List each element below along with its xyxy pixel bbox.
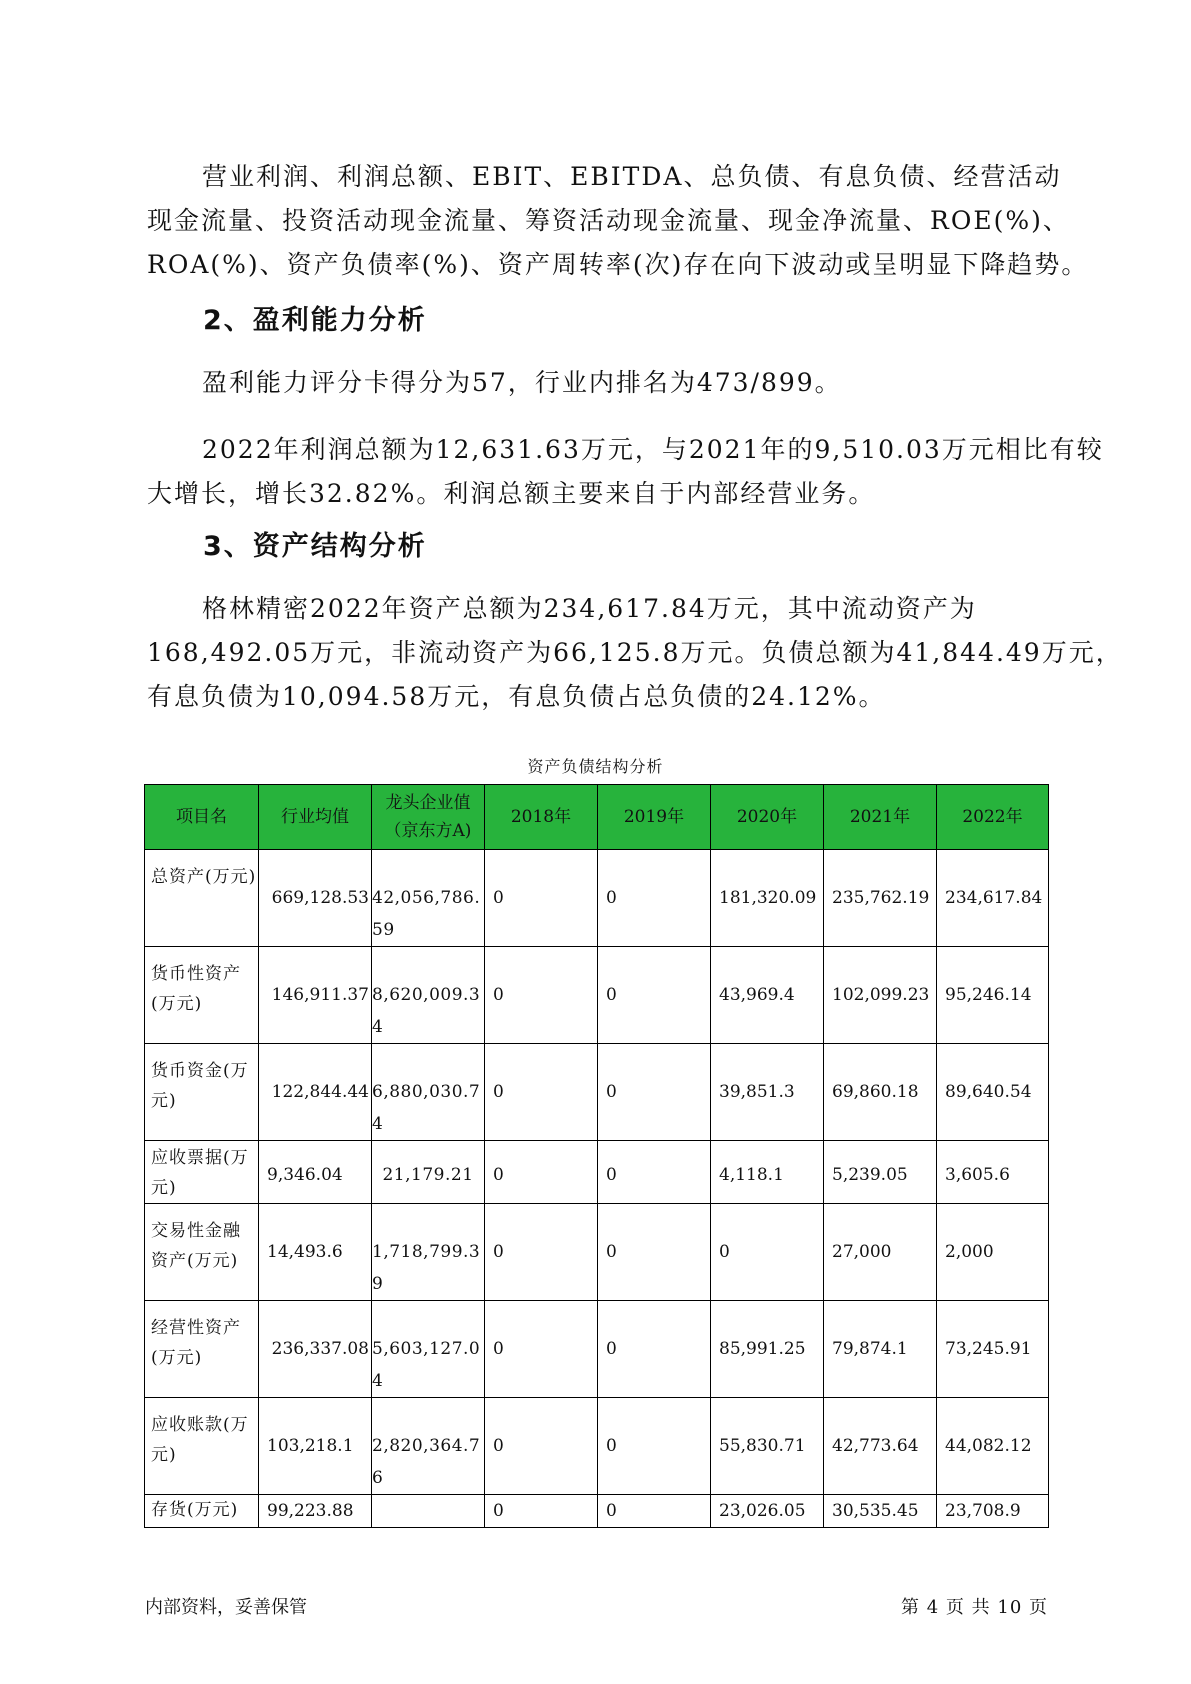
industry-avg-cell: 99,223.88 bbox=[259, 1495, 372, 1528]
leader-value-cell: 42,056,786.59 bbox=[372, 850, 485, 947]
leader-value-cell: 2,820,364.76 bbox=[372, 1398, 485, 1495]
paragraph-assets bbox=[147, 587, 1123, 719]
year-value-cell: 89,640.54 bbox=[937, 1044, 1049, 1141]
header-2019: 2019年 bbox=[598, 785, 711, 850]
table-header-row bbox=[145, 785, 1049, 850]
item-name-cell: 货币资金(万元) bbox=[145, 1044, 259, 1141]
table-row bbox=[145, 1495, 1049, 1528]
industry-avg-cell: 14,493.6 bbox=[259, 1204, 372, 1301]
year-value-cell: 2,000 bbox=[937, 1204, 1049, 1301]
balance-structure-table bbox=[144, 784, 1049, 1528]
text-line: 营业利润、利润总额、EBIT、EBITDA、总负债、有息负债、经营活动 bbox=[202, 162, 1062, 191]
year-value-cell: 79,874.1 bbox=[824, 1301, 937, 1398]
year-value-cell: 0 bbox=[485, 1141, 598, 1204]
text-line: 有息负债为10,094.58万元，有息负债占总负债的24.12%。 bbox=[147, 682, 886, 711]
header-2021: 2021年 bbox=[824, 785, 937, 850]
text-line: 大增长，增长32.82%。利润总额主要来自于内部经营业务。 bbox=[147, 479, 876, 508]
year-value-cell: 0 bbox=[485, 1044, 598, 1141]
year-value-cell: 0 bbox=[598, 1301, 711, 1398]
year-value-cell: 0 bbox=[598, 1204, 711, 1301]
header-2022: 2022年 bbox=[937, 785, 1049, 850]
year-value-cell: 0 bbox=[485, 947, 598, 1044]
year-value-cell: 42,773.64 bbox=[824, 1398, 937, 1495]
year-value-cell: 0 bbox=[598, 1044, 711, 1141]
table-row bbox=[145, 1044, 1049, 1141]
year-value-cell: 4,118.1 bbox=[711, 1141, 824, 1204]
industry-avg-cell: 122,844.44 bbox=[259, 1044, 372, 1141]
year-value-cell: 85,991.25 bbox=[711, 1301, 824, 1398]
industry-avg-cell: 669,128.53 bbox=[259, 850, 372, 947]
leader-value-cell bbox=[372, 1495, 485, 1528]
year-value-cell: 0 bbox=[485, 1204, 598, 1301]
item-name-cell: 总资产(万元) bbox=[145, 850, 259, 947]
year-value-cell: 3,605.6 bbox=[937, 1141, 1049, 1204]
paragraph-trends bbox=[147, 155, 1089, 287]
year-value-cell: 39,851.3 bbox=[711, 1044, 824, 1141]
table-row bbox=[145, 1301, 1049, 1398]
text-line: ROA(%)、资产负债率(%)、资产周转率(次)存在向下波动或呈明显下降趋势。 bbox=[147, 250, 1089, 279]
table-row bbox=[145, 947, 1049, 1044]
text-line: 盈利能力评分卡得分为57，行业内排名为473/899。 bbox=[202, 368, 842, 397]
industry-avg-cell: 9,346.04 bbox=[259, 1141, 372, 1204]
leader-value-cell: 5,603,127.04 bbox=[372, 1301, 485, 1398]
year-value-cell: 0 bbox=[485, 1398, 598, 1495]
text-line: 格林精密2022年资产总额为234,617.84万元，其中流动资产为 bbox=[202, 594, 977, 623]
footer-confidential: 内部资料，妥善保管 bbox=[145, 1597, 307, 1618]
item-name-cell: 货币性资产(万元) bbox=[145, 947, 259, 1044]
header-2018: 2018年 bbox=[485, 785, 598, 850]
industry-avg-cell: 236,337.08 bbox=[259, 1301, 372, 1398]
header-industry-avg: 行业均值 bbox=[259, 785, 372, 850]
year-value-cell: 0 bbox=[598, 1495, 711, 1528]
header-leader-value: 龙头企业值（京东方A) bbox=[372, 785, 485, 850]
year-value-cell: 44,082.12 bbox=[937, 1398, 1049, 1495]
year-value-cell: 0 bbox=[598, 850, 711, 947]
header-item-name: 项目名 bbox=[145, 785, 259, 850]
header-2020: 2020年 bbox=[711, 785, 824, 850]
table-row bbox=[145, 1398, 1049, 1495]
text-line: 168,492.05万元，非流动资产为66,125.8万元。负债总额为41,844.49万元， bbox=[147, 638, 1123, 667]
year-value-cell: 235,762.19 bbox=[824, 850, 937, 947]
year-value-cell: 30,535.45 bbox=[824, 1495, 937, 1528]
year-value-cell: 181,320.09 bbox=[711, 850, 824, 947]
year-value-cell: 0 bbox=[485, 1495, 598, 1528]
year-value-cell: 73,245.91 bbox=[937, 1301, 1049, 1398]
year-value-cell: 234,617.84 bbox=[937, 850, 1049, 947]
year-value-cell: 0 bbox=[598, 1398, 711, 1495]
industry-avg-cell: 103,218.1 bbox=[259, 1398, 372, 1495]
year-value-cell: 23,708.9 bbox=[937, 1495, 1049, 1528]
paragraph-profit bbox=[147, 428, 1104, 516]
table-row bbox=[145, 1204, 1049, 1301]
table-row bbox=[145, 1141, 1049, 1204]
year-value-cell: 95,246.14 bbox=[937, 947, 1049, 1044]
year-value-cell: 0 bbox=[598, 1141, 711, 1204]
year-value-cell: 0 bbox=[711, 1204, 824, 1301]
year-value-cell: 0 bbox=[598, 947, 711, 1044]
year-value-cell: 55,830.71 bbox=[711, 1398, 824, 1495]
leader-value-cell: 6,880,030.74 bbox=[372, 1044, 485, 1141]
section-heading-profitability: 2、盈利能力分析 bbox=[203, 305, 427, 336]
text-line: 现金流量、投资活动现金流量、筹资活动现金流量、现金净流量、ROE(%)、 bbox=[147, 206, 1070, 235]
section-heading-asset-structure: 3、资产结构分析 bbox=[203, 531, 427, 562]
year-value-cell: 0 bbox=[485, 850, 598, 947]
year-value-cell: 27,000 bbox=[824, 1204, 937, 1301]
year-value-cell: 23,026.05 bbox=[711, 1495, 824, 1528]
item-name-cell: 交易性金融资产(万元) bbox=[145, 1204, 259, 1301]
industry-avg-cell: 146,911.37 bbox=[259, 947, 372, 1044]
footer-page-number: 第 4 页 共 10 页 bbox=[901, 1597, 1048, 1618]
year-value-cell: 0 bbox=[485, 1301, 598, 1398]
year-value-cell: 43,969.4 bbox=[711, 947, 824, 1044]
paragraph-score bbox=[147, 361, 1052, 405]
year-value-cell: 69,860.18 bbox=[824, 1044, 937, 1141]
table-caption: 资产负债结构分析 bbox=[527, 757, 664, 776]
leader-value-cell: 8,620,009.34 bbox=[372, 947, 485, 1044]
item-name-cell: 应收票据(万元) bbox=[145, 1141, 259, 1204]
leader-value-cell: 21,179.21 bbox=[372, 1141, 485, 1204]
item-name-cell: 经营性资产(万元) bbox=[145, 1301, 259, 1398]
item-name-cell: 应收账款(万元) bbox=[145, 1398, 259, 1495]
year-value-cell: 102,099.23 bbox=[824, 947, 937, 1044]
item-name-cell: 存货(万元) bbox=[145, 1495, 259, 1528]
year-value-cell: 5,239.05 bbox=[824, 1141, 937, 1204]
table-row bbox=[145, 850, 1049, 947]
text-line: 2022年利润总额为12,631.63万元，与2021年的9,510.03万元相比有较 bbox=[202, 435, 1104, 464]
leader-value-cell: 1,718,799.39 bbox=[372, 1204, 485, 1301]
